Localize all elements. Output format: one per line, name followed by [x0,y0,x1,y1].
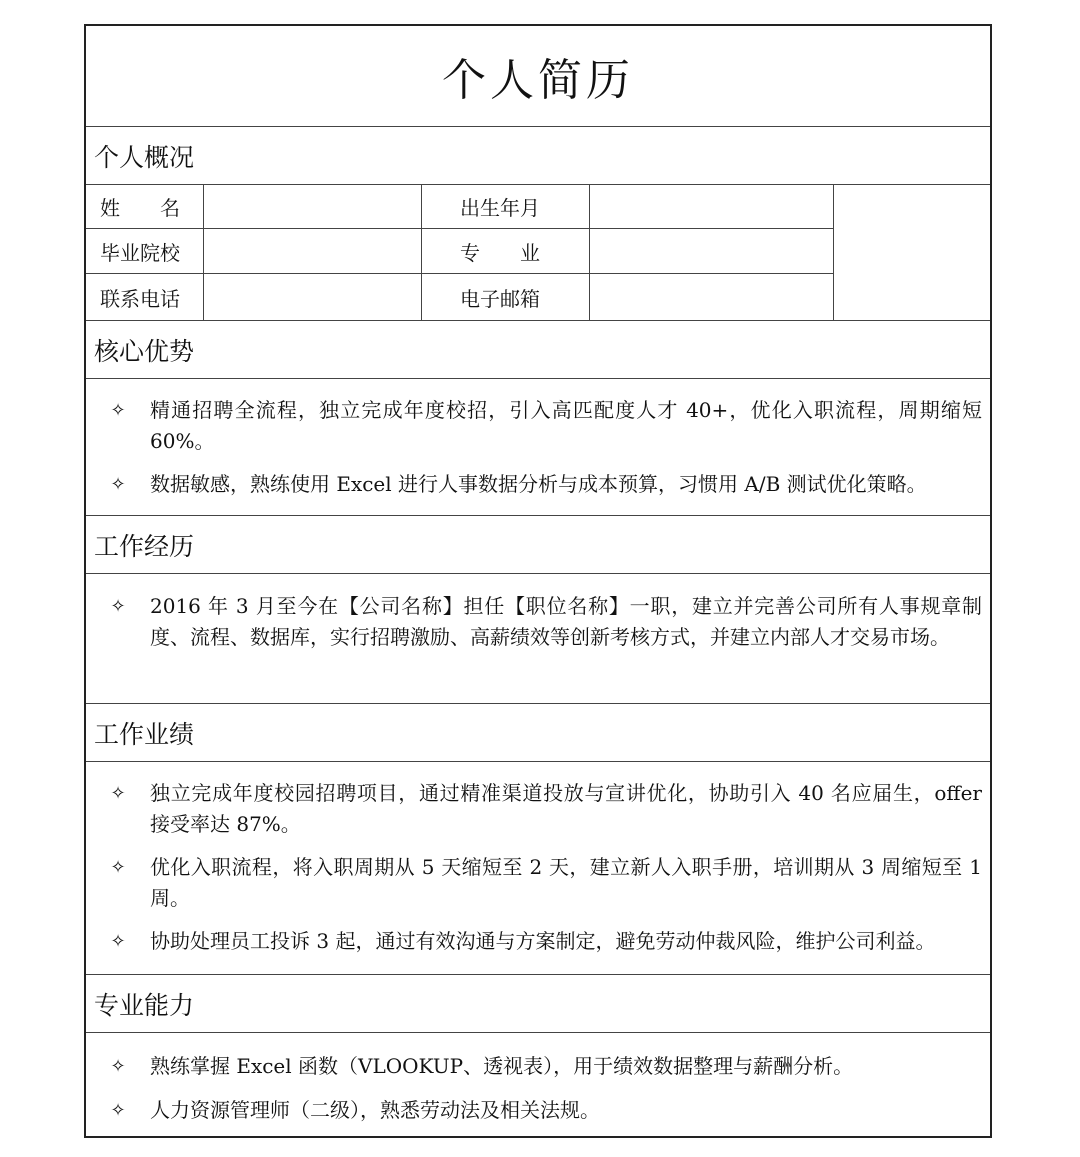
field-value-birth[interactable] [590,185,834,229]
list-item-text: 人力资源管理师（二级），熟悉劳动法及相关法规。 [150,1098,600,1122]
field-value-email[interactable] [590,274,834,320]
section-heading-profile: 个人概况 [86,127,990,185]
list-item-text: 优化入职流程，将入职周期从 5 天缩短至 2 天，建立新人入职手册，培训期从 3 周缩短至 1 周。 [150,855,982,910]
achievements-list [86,762,990,975]
field-value-phone[interactable] [204,274,422,320]
list-item [86,1051,990,1082]
section-heading-experience: 工作经历 [86,516,990,574]
list-item-text: 独立完成年度校园招聘项目，通过精准渠道投放与宣讲优化，协助引入 40 名应届生，offer 接受率达 87%。 [150,781,982,836]
bullet-icon: ✧ [110,783,126,804]
field-value-major[interactable] [590,229,834,274]
list-item [86,778,990,840]
list-item-text: 熟练掌握 Excel 函数（VLOOKUP、透视表），用于绩效数据整理与薪酬分析。 [150,1054,854,1078]
bullet-icon: ✧ [110,1056,126,1077]
list-item [86,469,990,500]
field-label-birth: 出生年月 [422,185,590,229]
list-item [86,926,990,957]
list-item-text: 数据敏感，熟练使用 Excel 进行人事数据分析与成本预算，习惯用 A/B 测试优化策略。 [150,472,927,496]
experience-list [86,574,990,704]
skills-list [86,1033,990,1141]
bullet-icon: ✧ [110,400,126,421]
field-label-email: 电子邮箱 [422,274,590,320]
field-label-school: 毕业院校 [86,229,204,274]
list-item [86,852,990,914]
section-heading-achievements: 工作业绩 [86,704,990,762]
section-heading-skills: 专业能力 [86,975,990,1033]
field-label-major: 专 业 [422,229,590,274]
resume-sheet [84,24,992,1138]
section-heading-advantages: 核心优势 [86,321,990,379]
list-item [86,1095,990,1126]
list-item-text: 2016 年 3 月至今在【公司名称】担任【职位名称】一职，建立并完善公司所有人事规章制度、流程、数据库，实行招聘激励、高薪绩效等创新考核方式，并建立内部人才交易市场。 [150,594,982,649]
bullet-icon: ✧ [110,596,126,617]
list-item-text: 协助处理员工投诉 3 起，通过有效沟通与方案制定，避免劳动仲裁风险，维护公司利益。 [150,929,936,953]
field-label-name: 姓 名 [86,185,204,229]
photo-box [834,185,990,320]
profile-table [86,185,990,321]
bullet-icon: ✧ [110,474,126,495]
bullet-icon: ✧ [110,857,126,878]
field-value-school[interactable] [204,229,422,274]
bullet-icon: ✧ [110,1100,126,1121]
list-item [86,395,990,457]
page-title: 个人简历 [86,26,990,127]
bullet-icon: ✧ [110,931,126,952]
advantages-list [86,379,990,516]
field-value-name[interactable] [204,185,422,229]
list-item [86,591,990,653]
list-item-text: 精通招聘全流程，独立完成年度校招，引入高匹配度人才 40+，优化入职流程，周期缩短 60%。 [150,398,982,453]
field-label-phone: 联系电话 [86,274,204,320]
